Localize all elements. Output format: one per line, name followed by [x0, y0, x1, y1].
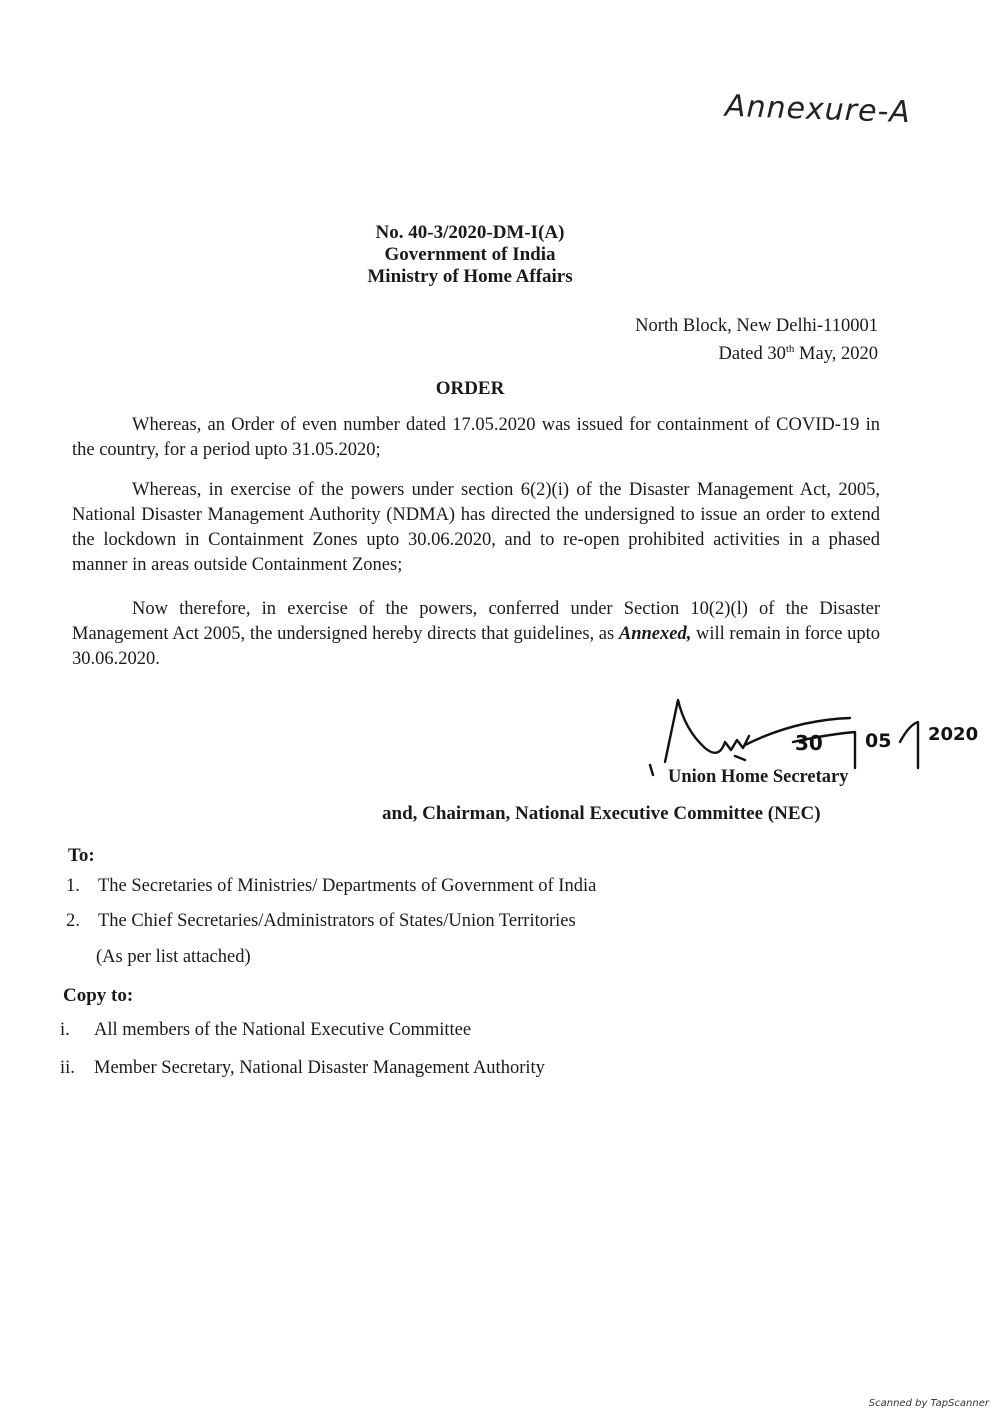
ministry-name: Ministry of Home Affairs [367, 266, 573, 287]
order-number: No. 40-3/2020-DM-I(A) [375, 222, 565, 243]
signatory-chairman: and, Chairman, National Executive Committee (NEC) [382, 803, 821, 824]
to-item: 2. The Chief Secretaries/Administrators of States/Union Territories [66, 911, 576, 931]
copy-to-item: i. All members of the National Executive Committee [60, 1020, 472, 1040]
signatory-title: Union Home Secretary [668, 767, 849, 787]
copy-to-item: ii. Member Secretary, National Disaster Management Authority [60, 1058, 545, 1078]
annexed-emphasis: Annexed, [618, 624, 692, 644]
paragraph-3: Now therefore, in exercise of the powers, conferred under Section 10(2)(l) of the Disaster Management Act 2005, the undersigned hereby directs that guidelines, as Annexed, will remain in force upto 30.06.2020. [72, 599, 880, 669]
to-note: (As per list attached) [96, 947, 251, 967]
address-location: North Block, New Delhi-110001 [635, 316, 878, 336]
to-item: 1. The Secretaries of Ministries/ Departments of Government of India [66, 876, 597, 896]
order-title: ORDER [435, 378, 505, 399]
paragraph-2: Whereas, in exercise of the powers under section 6(2)(i) of the Disaster Management Act, 2005, National Disaster Management Authority (NDMA) has directed the undersigned to issue an order to extend the lockdown in Containment Zones upto 30.06.2020, and to re-open prohibited activities in a phased manner in areas outside Containment Zones; [72, 480, 880, 575]
address-block [635, 315, 878, 366]
handwritten-date-year: 2020 [928, 724, 979, 745]
handwritten-date-month: 05 [865, 730, 892, 752]
annexure-label: Annexure-A [724, 88, 912, 131]
government-name: Government of India [384, 244, 556, 265]
handwritten-date-day: 30 [795, 731, 823, 755]
copy-to-label: Copy to: [63, 985, 134, 1006]
document-header [250, 222, 690, 288]
to-label: To: [68, 845, 95, 866]
paragraph-1: Whereas, an Order of even number dated 17.05.2020 was issued for containment of COVID-19 in the country, for a period upto 31.05.2020; [72, 415, 880, 460]
scanner-watermark: Scanned by TapScanner [868, 1398, 989, 1409]
order-date: Dated 30th May, 2020 [718, 343, 878, 365]
